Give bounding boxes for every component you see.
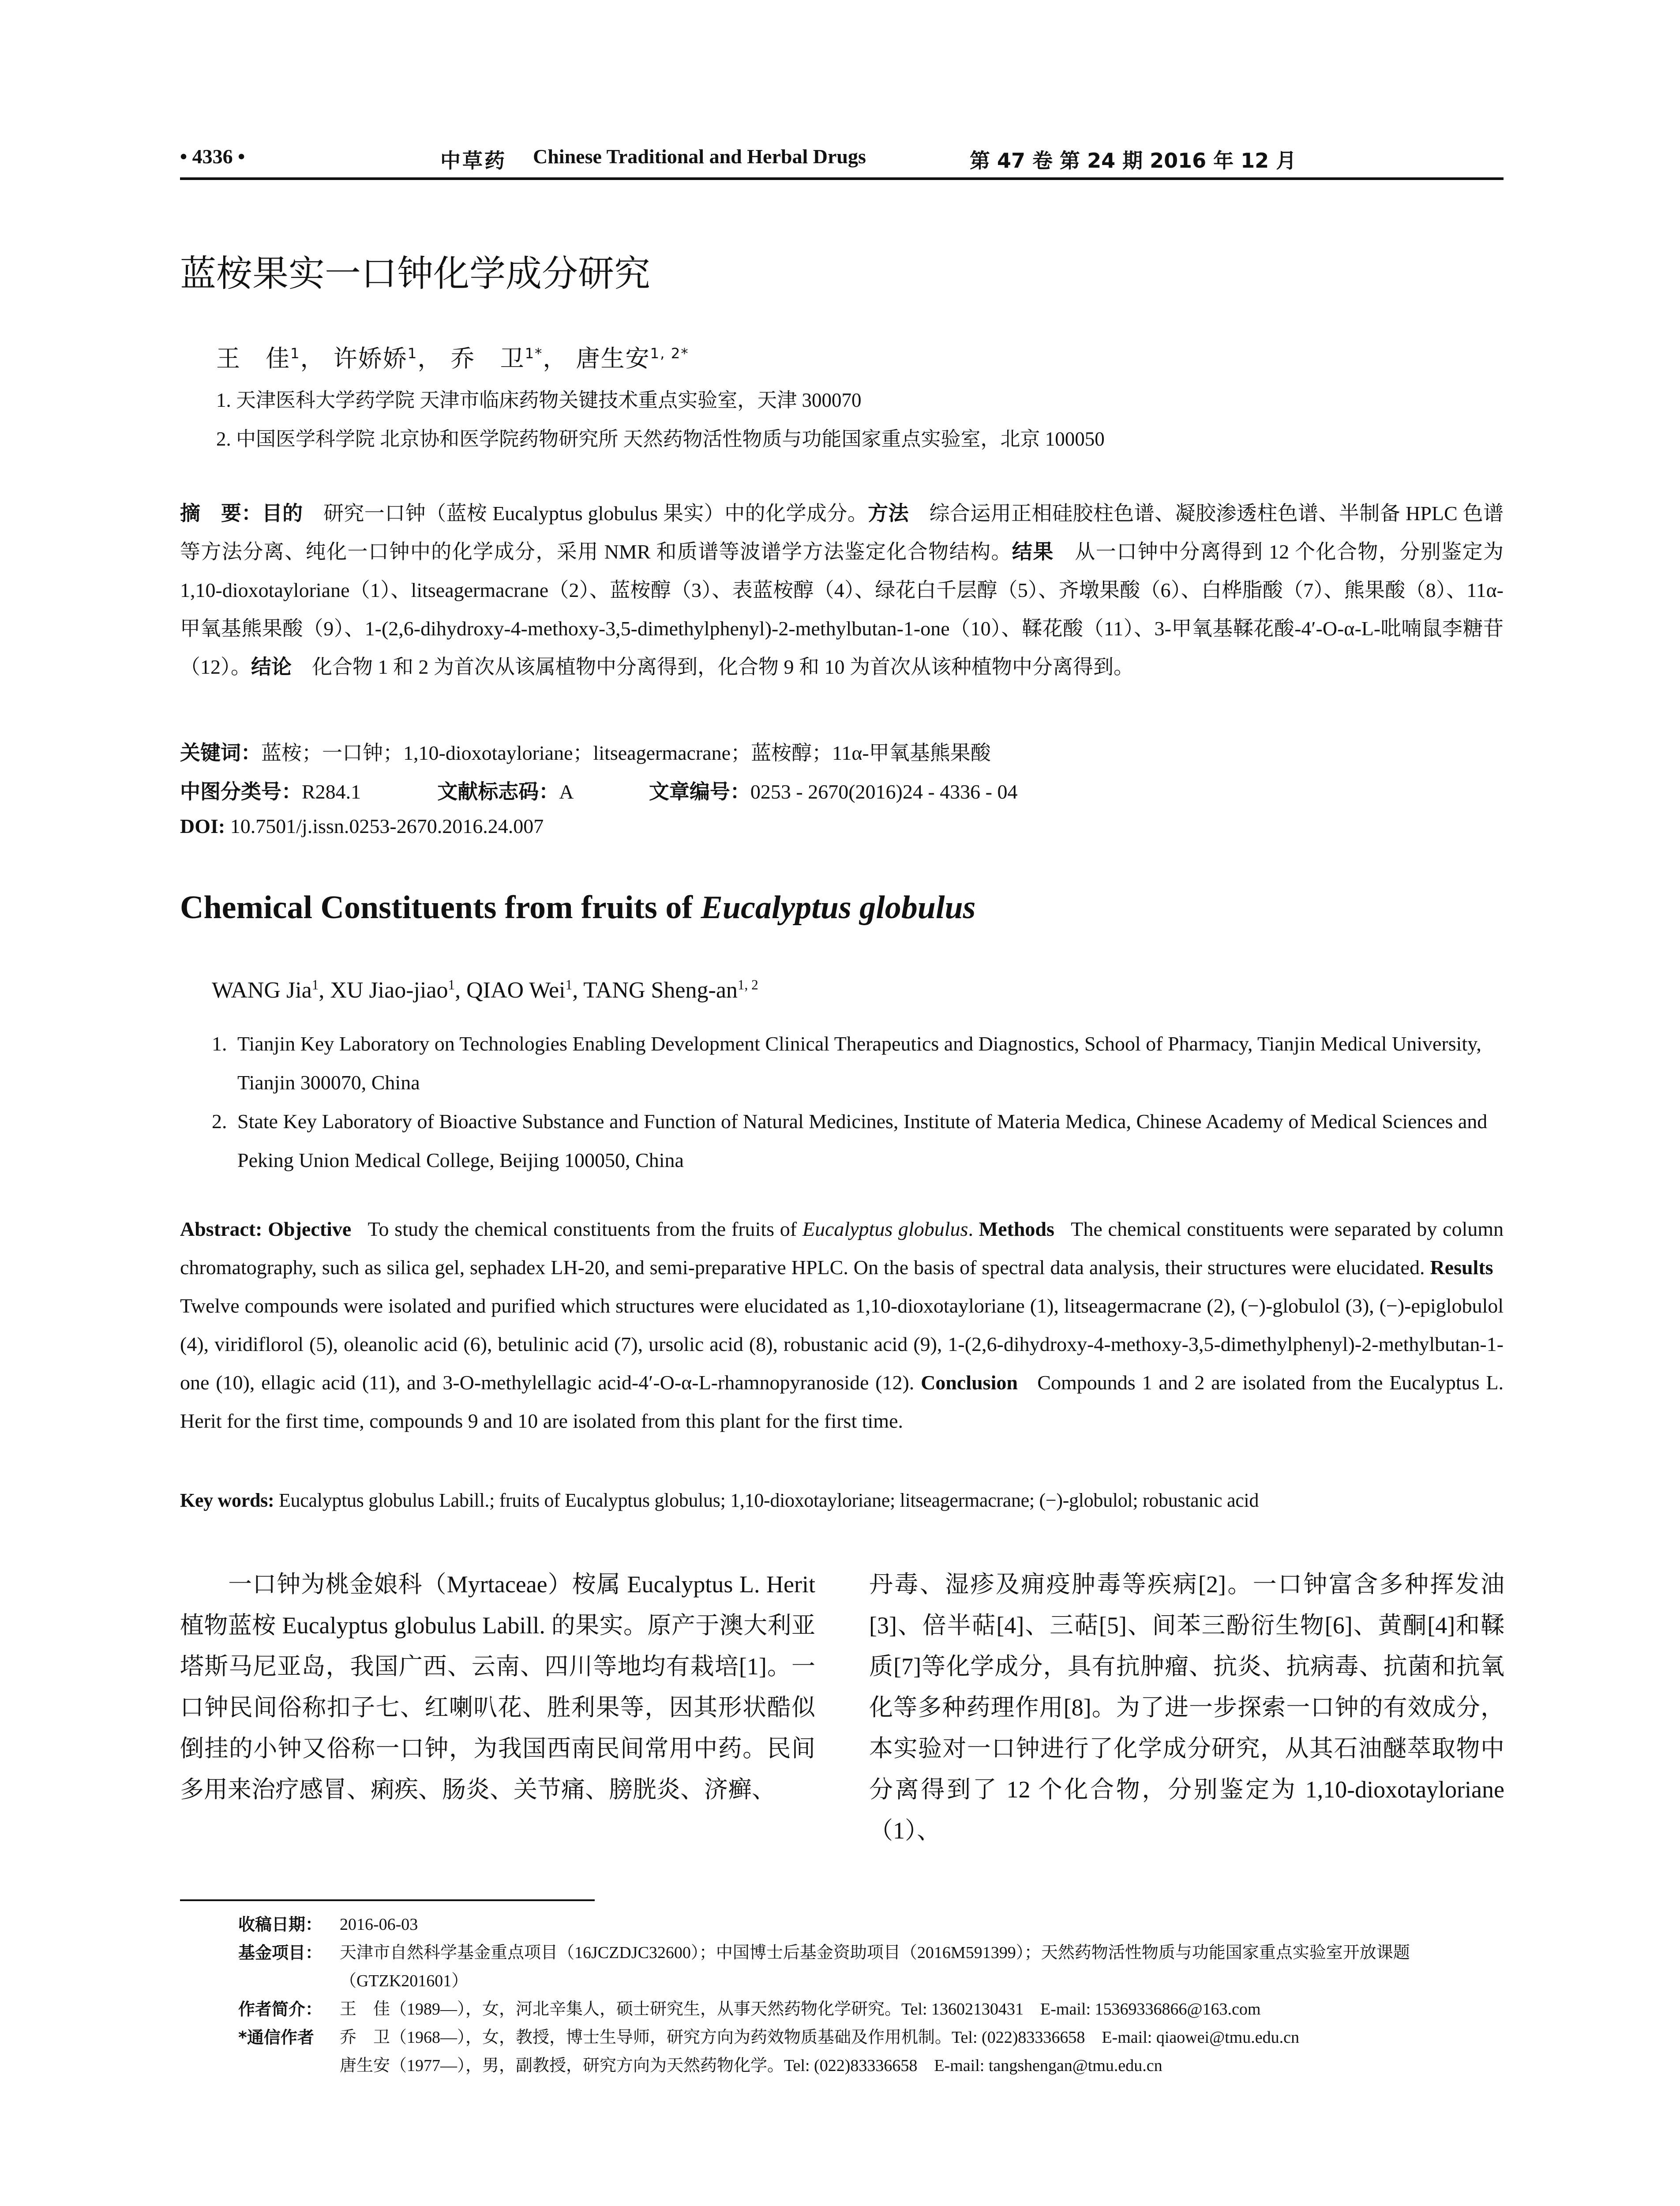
methods-text: 综合运用正相硅胶柱色谱、凝胶渗透柱色谱、半制备 HPLC 色谱等方法分离、纯化一口钟中的化学成分，采用 NMR 和质谱等波谱学方法鉴定化合物结构。 — [180, 502, 1504, 563]
body-paragraph: 一口钟为桃金娘科（Myrtaceae）桉属 Eucalyptus L. Herit 植物蓝桉 Eucalyptus globulus Labill. 的果实。原产于澳大利亚塔斯马尼亚岛，我国广西、云南、四川等地均有栽培[1]。一口钟民间俗称扣子七、红喇叭花、胜利果等，因其形状酷似倒挂的小钟又俗称一口钟，为我国西南民间常用中药。民间多用来治疗感冒、痢疾、肠炎、关节痛、膀胱炎、济癣、 — [180, 1571, 815, 1803]
author-affil-mark: 1 — [407, 345, 418, 362]
affil-text: Tianjin Key Laboratory on Technologies Enabling Development Clinical Therapeutics and Diagnostics, School of Pharmacy, Tianjin Medical University, Tianjin 300070, China — [237, 1032, 1481, 1094]
footnote-corresponding-2 — [238, 2052, 1504, 2080]
author-affil-mark: 1, 2 — [737, 977, 758, 993]
affiliation-cn-1: 1. 天津医科大学药学院 天津市临床药物关键技术重点实验室，天津 300070 — [216, 389, 862, 411]
footnote-label: 收稿日期： — [238, 1915, 322, 1934]
affiliation-cn-2: 2. 中国医学科学院 北京协和医学院药物研究所 天然药物活性物质与功能国家重点实验室，北京 100050 — [216, 428, 1105, 450]
page-title-en — [180, 889, 975, 927]
methods-label: Methods — [979, 1218, 1054, 1240]
footnote-received — [238, 1910, 1504, 1939]
body-paragraph: 丹毒、湿疹及痈疫肿毒等疾病[2]。一口钟富含多种挥发油[3]、倍半萜[4]、三萜[5]、间苯三酚衍生物[6]、黄酮[4]和鞣质[7]等化学成分，具有抗肿瘤、抗炎、抗病毒、抗菌和抗氧化等多种药理作用[8]。为了进一步探索一口钟的有效成分，本实验对一口钟进行了化学成分研究，从其石油醚萃取物中分离得到了 12 个化合物，分别鉴定为 1,10-dioxotayloriane（1）、 — [869, 1571, 1504, 1844]
results-text: Twelve compounds were isolated and purified which structures were elucidated as 1,10-dioxotayloriane (1), litseagermacrane (2), (−)-globulol (3), (−)-epiglobulol (4), viridiflorol (5), oleanolic acid (6), betulinic acid (7), ursolic acid (8), robustanic acid (9), 1-(2,6-dihydroxy-4-methoxy-3,5-dimethylphenyl)-2-methylbutan-1-one (10), ellagic acid (11), and 3-O-methylellagic acid-4′-O-α-L-rhamnopyranoside (12). — [180, 1294, 1504, 1394]
results-label: Results — [1430, 1256, 1493, 1279]
footnote-label: *通信作者 — [238, 2028, 314, 2047]
doccode-value: A — [559, 780, 573, 803]
author-name: 乔 卫 — [450, 345, 525, 372]
conclusion-label: Conclusion — [921, 1371, 1018, 1394]
keywords-label: Key words: — [180, 1489, 274, 1511]
author-name: 许娇娇 — [333, 345, 408, 372]
author-name: TANG Sheng-an — [583, 978, 738, 1003]
author-name: 唐生安 — [576, 345, 650, 372]
footnote-text: 唐生安（1977—），男，副教授，研究方向为天然药物化学。Tel: (022)83336658 E-mail: tangshengan@tmu.edu.cn — [340, 2056, 1162, 2075]
objective-end: . — [968, 1218, 973, 1240]
affiliation-en-1 — [212, 1024, 1504, 1102]
page-title-cn: 蓝桉果实一口钟化学成分研究 — [180, 253, 651, 295]
title-en-species: Eucalyptus globulus — [701, 889, 976, 926]
footnote-author-bio — [238, 1995, 1504, 2023]
author-affil-mark: 1 — [311, 977, 319, 993]
results-text: 从一口钟中分离得到 12 个化合物，分别鉴定为 1,10-dioxotayloriane（1）、litseagermacrane（2）、蓝桉醇（3）、表蓝桉醇（4）、绿花白千层醇（5）、齐墩果酸（6）、白桦脂酸（7）、熊果酸（8）、11α-甲氧基熊果酸（9）、1-(2,6-dihydroxy-4-methoxy-3,5-dimethylphenyl)-2-methylbutan-1-one（10）、鞣花酸（11）、3-甲氧基鞣花酸-4′-O-α-L-吡喃鼠李糖苷（12）。 — [180, 540, 1504, 678]
header-rule — [180, 177, 1504, 180]
doi-label: DOI: — [180, 815, 225, 837]
objective-text: To study the chemical constituents from the fruits of — [368, 1218, 802, 1240]
article-no-value: 0253 - 2670(2016)24 - 4336 - 04 — [750, 780, 1018, 803]
journal-issue: 第 47 卷 第 24 期 2016 年 12 月 — [970, 149, 1297, 173]
author-affil-mark: 1* — [525, 345, 543, 362]
doi-link[interactable]: 10.7501/j.issn.0253-2670.2016.24.007 — [230, 815, 544, 837]
article-no-label: 文章编号： — [649, 780, 750, 803]
footnote-text: 天津市自然科学基金重点项目（16JCZDJC32600）；中国博士后基金资助项目（2016M591399）；天然药物活性物质与功能国家重点实验室开放课题（GTZK201601） — [340, 1943, 1410, 1990]
objective-text: 研究一口钟（蓝桉 Eucalyptus globulus 果实）中的化学成分。 — [323, 502, 868, 525]
affil-text: State Key Laboratory of Bioactive Substance and Function of Natural Medicines, Institute of Materia Medica, Chinese Academy of Medical Sciences and Peking Union Medical College, Beijing 100050, China — [237, 1110, 1488, 1171]
conclusion-text: Compounds 1 and 2 are isolated from the Eucalyptus L. Herit for the first time, compounds 9 and 10 are isolated from this plant for the first time. — [180, 1371, 1504, 1432]
author-affil-mark: 1 — [448, 977, 455, 993]
keywords-label: 关键词： — [180, 741, 261, 765]
clc-label: 中图分类号： — [180, 780, 302, 803]
journal-name-cn: 中草药 — [440, 149, 506, 173]
footnote-text: 王 佳（1989—），女，河北辛集人，硕士研究生，从事天然药物化学研究。Tel: 13602130431 E-mail: 15369336866@163.com — [340, 2000, 1261, 2018]
clc-value: R284.1 — [302, 780, 361, 803]
author-affil-mark: 1 — [565, 977, 573, 993]
footnote-label: 作者简介： — [238, 2000, 322, 2019]
objective-species: Eucalyptus globulus — [802, 1218, 968, 1240]
keywords-cn — [180, 737, 991, 766]
abstract-label: 摘 要： — [180, 501, 262, 525]
doccode-label: 文献标志码： — [437, 780, 559, 803]
author-name: QIAO Wei — [466, 978, 566, 1003]
objective-label: Objective — [268, 1218, 352, 1240]
results-label: 结果 — [1012, 540, 1054, 563]
title-en-main: Chemical Constituents from fruits of — [180, 889, 701, 926]
methods-text: The chemical constituents were separated by column chromatography, such as silica gel, sephadex LH-20, and semi-preparative HPLC. On the basis of spectral data analysis, their structures were elucidated. — [180, 1218, 1504, 1279]
body-column-left — [180, 1564, 815, 1810]
author-affil-mark: 1 — [290, 345, 300, 362]
footnote-label: 基金项目： — [238, 1943, 322, 1962]
author-name: 王 佳 — [216, 345, 290, 372]
footnote-text: 乔 卫（1968—），女，教授，博士生导师，研究方向为药效物质基础及作用机制。Tel: (022)83336658 E-mail: qiaowei@tmu.edu.cn — [340, 2028, 1299, 2047]
body-column-right — [869, 1564, 1504, 1851]
abstract-cn — [180, 494, 1504, 686]
footnote-text: 2016-06-03 — [340, 1915, 418, 1934]
author-list-en: WANG Jia$^1$, XU Jiao-jiao$^1$, QIAO Wei$^1$, TANG Sheng-an$^{1, 2}$ — [212, 977, 758, 1003]
author-affil-mark: 1, 2* — [650, 345, 689, 362]
author-name: WANG Jia — [212, 978, 312, 1003]
keywords-text: Eucalyptus globulus Labill.; fruits of Eucalyptus globulus; 1,10-dioxotayloriane; litseagermacrane; (−)-globulol; robustanic acid — [279, 1489, 1259, 1511]
abstract-en — [180, 1210, 1504, 1440]
keywords-en — [180, 1489, 1504, 1512]
footnote-rule — [180, 1899, 595, 1901]
conclusion-text: 化合物 1 和 2 为首次从该属植物中分离得到，化合物 9 和 10 为首次从该种植物中分离得到。 — [312, 656, 1134, 678]
journal-name-en: Chinese Traditional and Herbal Drugs — [533, 145, 866, 168]
affil-number: 1. — [212, 1032, 227, 1055]
author-list-cn: 王 佳$^1$， 许娇娇$^1$， 乔 卫$^{1*}$， 唐生安$^{1, 2*}$ — [216, 345, 689, 372]
doi-row — [180, 814, 544, 838]
page-number: • 4336 • — [180, 145, 245, 168]
abstract-label: Abstract: — [180, 1218, 262, 1240]
conclusion-label: 结论 — [251, 655, 292, 679]
author-name: XU Jiao-jiao — [330, 978, 448, 1003]
running-header — [180, 140, 1504, 180]
objective-label: 目的 — [262, 501, 303, 525]
footnote-corresponding — [238, 2023, 1504, 2052]
footnote-funding — [238, 1939, 1504, 1995]
affiliation-en-2 — [212, 1102, 1504, 1180]
keywords-text: 蓝桉；一口钟；1,10-dioxotayloriane；litseagermacrane；蓝桉醇；11α-甲氧基熊果酸 — [261, 742, 991, 764]
affil-number: 2. — [212, 1110, 227, 1133]
methods-label: 方法 — [868, 501, 909, 525]
classification-row — [180, 776, 1017, 805]
